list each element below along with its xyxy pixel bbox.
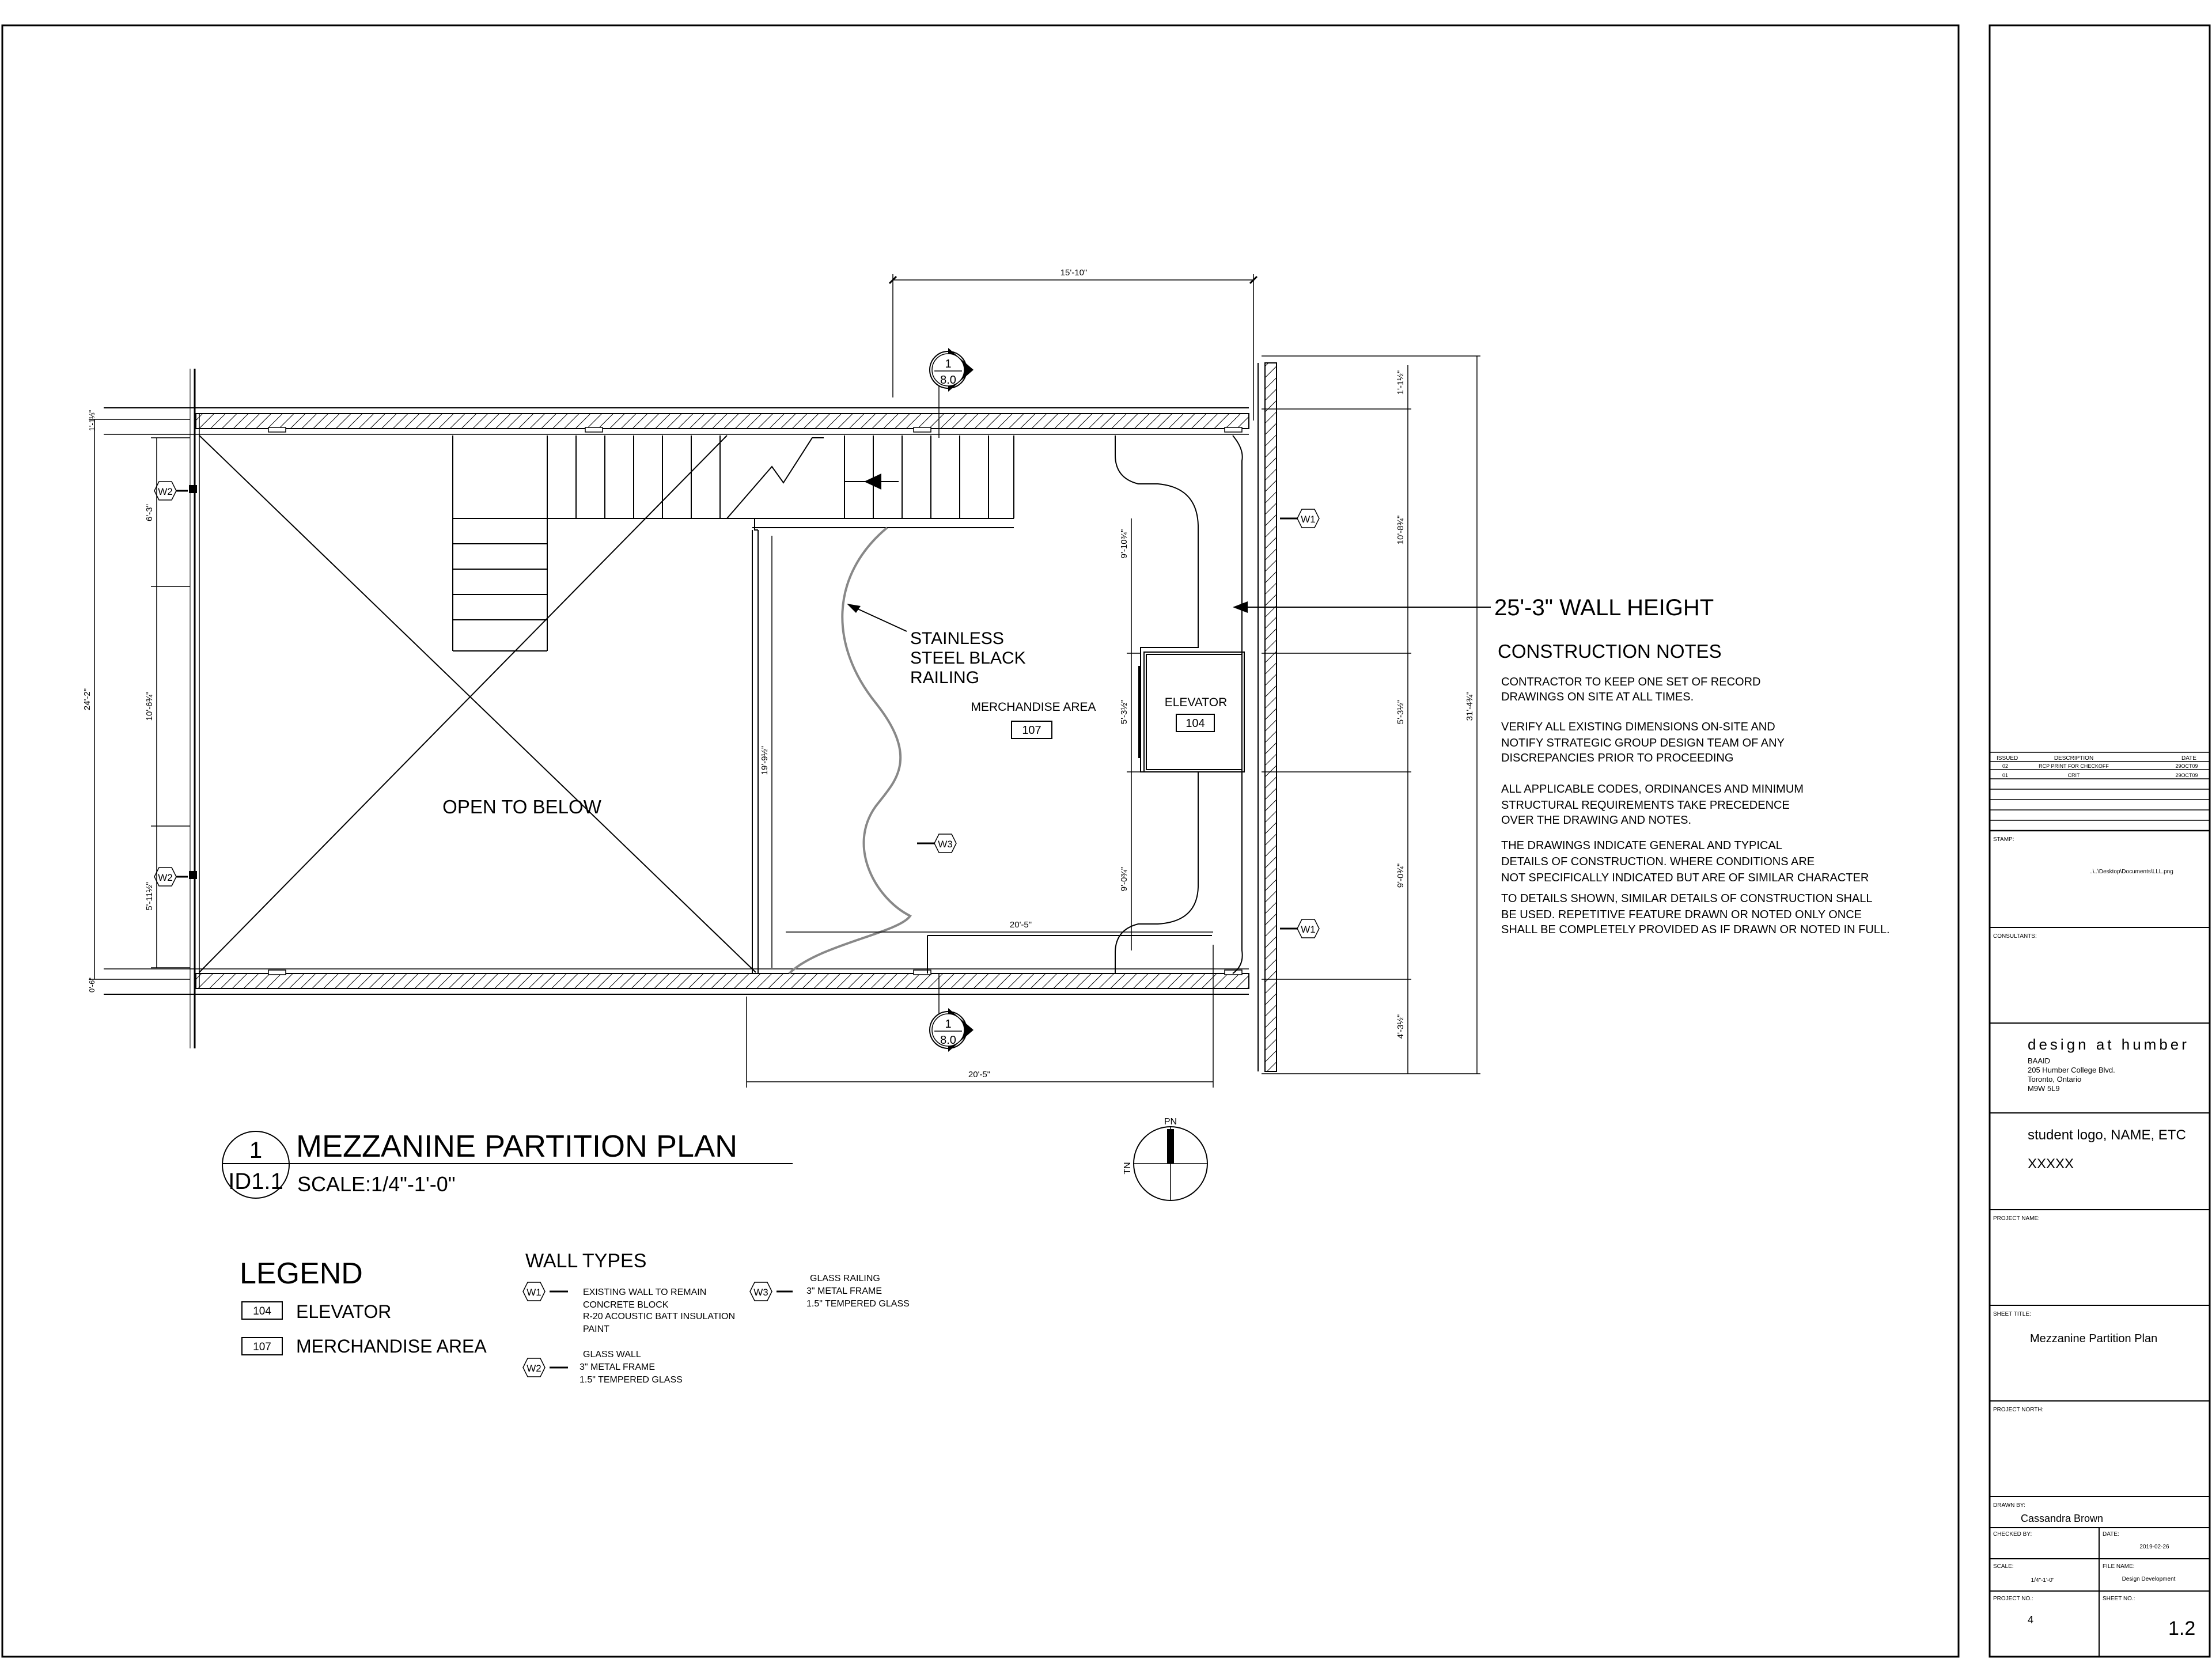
merchandise-area-boundary: [752, 518, 1212, 974]
dim-left-c: 5'-11½": [145, 882, 154, 911]
svg-text:ALL APPLICABLE CODES, ORDINANC: ALL APPLICABLE CODES, ORDINANCES AND MINIMUM: [1501, 783, 1804, 796]
right-wall: [1265, 363, 1277, 1071]
railing-note-line-1: STAINLESS: [910, 629, 1004, 648]
svg-text:01: 01: [2002, 772, 2009, 778]
railing-note-line-3: RAILING: [910, 668, 980, 687]
svg-text:OVER THE DRAWING AND NOTES.: OVER THE DRAWING AND NOTES.: [1501, 814, 1692, 827]
svg-text:R-20 ACOUSTIC BATT INSULATION: R-20 ACOUSTIC BATT INSULATION: [583, 1312, 736, 1321]
scale-value: 1/4"-1'-0": [2031, 1577, 2055, 1584]
project-no-label: PROJECT NO.:: [1993, 1596, 2033, 1602]
svg-text:GLASS WALL: GLASS WALL: [583, 1350, 641, 1359]
dim-right-e: 4'-3½": [1396, 1014, 1406, 1039]
callout-sheet-ref: ID1.1: [228, 1169, 283, 1194]
svg-text:NOTIFY STRATEGIC GROUP DESIGN: NOTIFY STRATEGIC GROUP DESIGN TEAM OF ANY: [1501, 737, 1785, 749]
legend-heading: LEGEND: [240, 1257, 363, 1290]
top-wall: [196, 414, 1249, 429]
svg-text:1.5" TEMPERED GLASS: 1.5" TEMPERED GLASS: [579, 1375, 683, 1385]
glass-railing-curve: [789, 528, 910, 974]
project-north-label: PROJECT NORTH:: [1993, 1407, 2044, 1413]
svg-text:BE USED. REPETITIVE FEATURE DR: BE USED. REPETITIVE FEATURE DRAWN OR NOTED ONLY ONCE: [1501, 908, 1862, 921]
north-arrow-top: PN: [1164, 1117, 1177, 1127]
svg-text:Toronto, Ontario: Toronto, Ontario: [2028, 1075, 2082, 1084]
dim-right-c: 5'-3½": [1396, 699, 1406, 725]
student-logo: student logo, NAME, ETC: [2028, 1127, 2186, 1143]
project-no: 4: [2028, 1614, 2034, 1626]
floor-plan: [82, 268, 1714, 1088]
drawn-by: Cassandra Brown: [2021, 1513, 2104, 1524]
svg-text:W2: W2: [158, 486, 173, 497]
drawing-title-callout: [222, 1129, 793, 1198]
svg-text:W1: W1: [1301, 514, 1316, 525]
dim-elev-c: 9'-0¾": [1119, 866, 1129, 892]
elevator-label: ELEVATOR: [1164, 696, 1228, 709]
wall-height-label: 25'-3" WALL HEIGHT: [1494, 595, 1714, 620]
svg-text:VERIFY ALL EXISTING DIMENSIONS: VERIFY ALL EXISTING DIMENSIONS ON-SITE AND: [1501, 721, 1775, 733]
legend-label-2: MERCHANDISE AREA: [296, 1336, 487, 1357]
open-to-below-label: OPEN TO BELOW: [442, 796, 601, 817]
sheet-no-label: SHEET NO.:: [2103, 1596, 2135, 1602]
dim-right-b: 10'-8¾": [1396, 515, 1406, 545]
wall-tag-w2-top: [154, 482, 188, 500]
dim-left-top: 1'-1⅓": [88, 410, 96, 431]
svg-text:W2: W2: [158, 872, 173, 883]
wall-tag-w1-bottom: [1280, 919, 1319, 938]
dim-elev-b: 5'-3½": [1119, 699, 1129, 725]
sheet-no: 1.2: [2168, 1618, 2196, 1639]
wall-tag-w2-bottom: [154, 868, 188, 886]
open-to-below-x: [199, 435, 756, 972]
svg-text:3" METAL FRAME: 3" METAL FRAME: [579, 1362, 656, 1372]
date-label: DATE:: [2103, 1531, 2119, 1537]
svg-text:W1: W1: [1301, 924, 1316, 935]
dim-inner-width: 20'-5": [1009, 920, 1032, 930]
wall-tag-w3: [917, 834, 956, 853]
drawing-scale: SCALE:1/4"-1'-0": [297, 1172, 456, 1196]
wall-type-w1: [523, 1282, 735, 1334]
construction-notes-heading: CONSTRUCTION NOTES: [1498, 641, 1722, 662]
railing-note-line-2: STEEL BLACK: [910, 649, 1026, 668]
svg-text:DRAWINGS ON SITE AT ALL TIMES.: DRAWINGS ON SITE AT ALL TIMES.: [1501, 691, 1694, 703]
svg-text:205 Humber College Blvd.: 205 Humber College Blvd.: [2028, 1066, 2115, 1074]
school-name: design at humber: [2028, 1036, 2190, 1053]
svg-text:8.0: 8.0: [940, 374, 956, 387]
title-block: [1990, 752, 2210, 1657]
dim-elev-a: 9'-10¾": [1119, 529, 1129, 559]
dim-left-total: 24'-2": [82, 688, 92, 711]
student-placeholder: XXXXX: [2028, 1156, 2074, 1172]
svg-text:PAINT: PAINT: [583, 1324, 609, 1334]
construction-notes: [1498, 641, 1890, 936]
svg-text:EXISTING WALL TO REMAIN: EXISTING WALL TO REMAIN: [583, 1287, 707, 1297]
stamp-label: STAMP:: [1993, 836, 2014, 843]
sheet-title-label: SHEET TITLE:: [1993, 1311, 2031, 1317]
svg-text:RCP PRINT FOR CHECKOFF: RCP PRINT FOR CHECKOFF: [2039, 763, 2109, 769]
callout-number: 1: [249, 1138, 263, 1163]
svg-text:ISSUED: ISSUED: [1997, 755, 2018, 762]
svg-text:CONTRACTOR TO KEEP ONE SET OF: CONTRACTOR TO KEEP ONE SET OF RECORD: [1501, 676, 1761, 688]
wall-tag-w1-top: [1280, 509, 1319, 528]
stair: [453, 435, 1014, 651]
file-name: Design Development: [2122, 1576, 2176, 1582]
svg-text:BAAID: BAAID: [2028, 1056, 2051, 1065]
svg-text:DETAILS OF CONSTRUCTION. WHERE: DETAILS OF CONSTRUCTION. WHERE CONDITIONS ARE: [1501, 855, 1815, 868]
svg-text:CONCRETE BLOCK: CONCRETE BLOCK: [583, 1300, 669, 1310]
dim-top-width: 15'-10": [1060, 268, 1088, 278]
drawn-by-label: DRAWN BY:: [1993, 1502, 2025, 1509]
dim-left-b: 10'-6¾": [145, 691, 154, 721]
consultants-label: CONSULTANTS:: [1993, 933, 2037, 940]
svg-text:STRUCTURAL REQUIREMENTS TAKE P: STRUCTURAL REQUIREMENTS TAKE PRECEDENCE: [1501, 799, 1790, 812]
svg-text:DISCREPANCIES PRIOR TO PROCEED: DISCREPANCIES PRIOR TO PROCEEDING: [1501, 752, 1734, 764]
scale-label: SCALE:: [1993, 1563, 2014, 1570]
north-arrow: [1123, 1117, 1207, 1200]
date-value: 2019-02-26: [2139, 1544, 2169, 1550]
dim-right-d: 9'-0¾": [1396, 863, 1406, 888]
legend-label-1: ELEVATOR: [296, 1301, 392, 1322]
sheet-title: Mezzanine Partition Plan: [2030, 1332, 2158, 1345]
svg-text:M9W 5L9: M9W 5L9: [2028, 1084, 2060, 1093]
svg-text:W3: W3: [753, 1287, 768, 1298]
svg-text:8.0: 8.0: [940, 1034, 956, 1047]
checked-by-label: CHECKED BY:: [1993, 1531, 2032, 1537]
dim-left-a: 6'-3": [145, 504, 154, 521]
svg-text:W1: W1: [527, 1287, 541, 1298]
svg-text:DATE: DATE: [2181, 755, 2196, 762]
merchandise-number: 107: [1022, 724, 1041, 737]
dim-right-total: 31'-4¾": [1465, 691, 1475, 721]
svg-text:1: 1: [945, 358, 952, 370]
svg-text:29OCT09: 29OCT09: [2175, 763, 2198, 769]
svg-text:THE DRAWINGS INDICATE GENERAL: THE DRAWINGS INDICATE GENERAL AND TYPICAL: [1501, 839, 1782, 852]
drawing-title: MEZZANINE PARTITION PLAN: [296, 1129, 738, 1164]
svg-text:SHALL BE COMPLETELY PROVIDED A: SHALL BE COMPLETELY PROVIDED AS IF DRAWN OR NOTED IN FULL.: [1501, 923, 1890, 936]
svg-text:02: 02: [2002, 763, 2009, 769]
dim-bottom-width: 20'-5": [968, 1070, 991, 1080]
svg-text:W2: W2: [527, 1363, 541, 1374]
svg-text:1: 1: [945, 1018, 952, 1031]
legend-code-1: 104: [253, 1305, 271, 1317]
svg-text:CRIT: CRIT: [2067, 772, 2080, 778]
dim-railing-depth: 19'-9½": [760, 745, 770, 775]
svg-text:GLASS RAILING: GLASS RAILING: [810, 1274, 880, 1283]
svg-text:29OCT09: 29OCT09: [2175, 772, 2198, 778]
elevator-number: 104: [1185, 717, 1205, 730]
north-arrow-side: TN: [1123, 1162, 1132, 1175]
dim-left-bottom: 0'-6": [88, 978, 96, 993]
stamp-file: ..\..\Desktop\Documents\LLL.png: [2089, 869, 2173, 875]
svg-text:NOT SPECIFICALLY INDICATED BUT: NOT SPECIFICALLY INDICATED BUT ARE OF SIMILAR CHARACTER: [1501, 872, 1869, 884]
project-name-label: PROJECT NAME:: [1993, 1215, 2040, 1222]
legend-code-2: 107: [253, 1341, 271, 1353]
svg-text:1.5" TEMPERED GLASS: 1.5" TEMPERED GLASS: [806, 1299, 910, 1309]
wall-type-w3: [750, 1274, 910, 1309]
svg-text:W3: W3: [938, 839, 953, 850]
wall-type-w2: [523, 1350, 683, 1385]
bottom-wall: [196, 974, 1249, 988]
dim-right-a: 1'-1½": [1396, 370, 1406, 395]
legend: [240, 1257, 487, 1357]
railing-leader: [851, 606, 907, 631]
wall-types-heading: WALL TYPES: [525, 1250, 647, 1272]
svg-text:DESCRIPTION: DESCRIPTION: [2054, 755, 2094, 762]
svg-text:3" METAL FRAME: 3" METAL FRAME: [806, 1286, 882, 1296]
wall-types: [523, 1250, 910, 1385]
merchandise-area-label: MERCHANDISE AREA: [971, 700, 1096, 714]
svg-text:TO DETAILS SHOWN, SIMILAR DETA: TO DETAILS SHOWN, SIMILAR DETAILS OF CONSTRUCTION SHALL: [1501, 892, 1873, 905]
file-name-label: FILE NAME:: [2103, 1563, 2135, 1570]
